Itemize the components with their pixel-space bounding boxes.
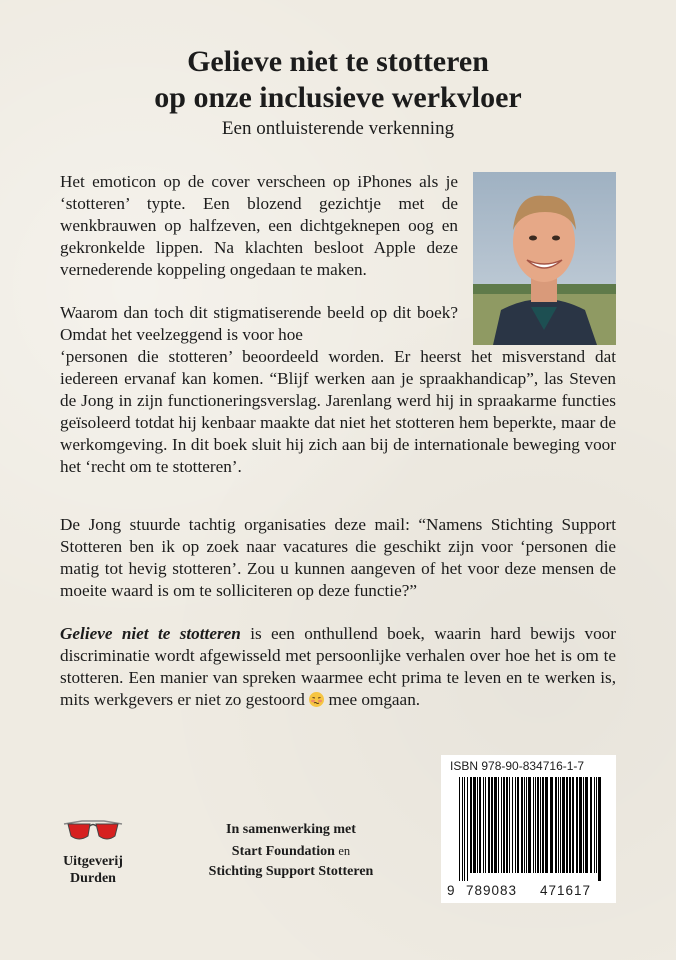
paragraph-2-start: Waarom dan toch dit stigmatiserende beeld op dit boek? Omdat het veelzeggend is voor hoe (60, 303, 458, 344)
paragraph-4-end: mee omgaan. (324, 690, 421, 709)
book-title-reference: Gelieve niet te stotteren (60, 624, 241, 643)
collaboration-credits (174, 820, 408, 883)
credits-start-foundation: Start Foundation (231, 843, 335, 859)
isbn-barcode-box (441, 755, 616, 903)
title-line-2: op onze inclusieve werkvloer (154, 81, 522, 114)
isbn-number: ISBN 978-90-834716-1-7 (450, 759, 585, 773)
credits-line-1: In samenwerking met (226, 822, 356, 837)
publisher-name-line-1: Uitgeverij (63, 854, 123, 869)
barcode-digit-first: 9 (447, 883, 455, 898)
publisher-name-line-2: Durden (70, 871, 116, 886)
barcode-digits-right: 471617 (540, 883, 592, 898)
red-sunglasses-icon (62, 818, 124, 844)
barcode (449, 777, 609, 881)
credits-and: en (338, 843, 351, 858)
credits-line-3: Stichting Support Stotteren (208, 864, 374, 879)
paragraph-2-rest: ‘personen die stotteren’ beoordeeld worden. Er heerst het misverstand dat iedereen ervanaf kan komen. “Blijf werken aan je spraakhandicap”, las Steven de Jong in zijn functioneringsverslag. Jarenlang werd hij in spraakarme functies geïsoleerd totdat hij kenbaar maakte dat niet het stotteren hem beperkte, maar de werkomgeving. In dit boek sluit hij zich aan bij de internationale beweging voor het ‘recht om te stotteren’. (60, 347, 616, 476)
publisher-logo (50, 818, 136, 887)
paragraph-4-text: is een onthullend boek, waarin hard bewijs voor discriminatie wordt afgewisseld met persoonlijke verhalen over hoe het is om te stotteren. Een manier van spreken waarmee echt prima te leven en te werken is, mits werkgevers er niet zo gestoord (60, 624, 616, 709)
author-photo (473, 172, 616, 345)
paragraph-3: De Jong stuurde tachtig organisaties deze mail: “Namens Stichting Support Stotteren ben ik op zoek naar vacatures die geschikt zijn voor ‘personen die matig tot hevig stotteren’. Zou u kunnen aangeven of het voor deze mensen de moeite waard is om te solliciteren op deze functie?” (60, 515, 616, 600)
paragraph-1: Het emoticon op de cover verscheen op iPhones als je ‘stotteren’ typte. Een blozend gezichtje met de wenkbrauwen op halfzeven, een dichtgeknepen oog en gekronkelde lippen. Na klachten besloot Apple deze vernederende koppeling ongedaan te maken. (60, 172, 458, 279)
paragraph-4 (60, 623, 616, 711)
barcode-digits-left: 789083 (466, 883, 518, 898)
book-title (0, 44, 676, 116)
title-line-1: Gelieve niet te stotteren (187, 45, 489, 78)
blushing-face-emoji-icon (309, 692, 324, 707)
book-subtitle: Een ontluisterende verkenning (221, 118, 455, 139)
